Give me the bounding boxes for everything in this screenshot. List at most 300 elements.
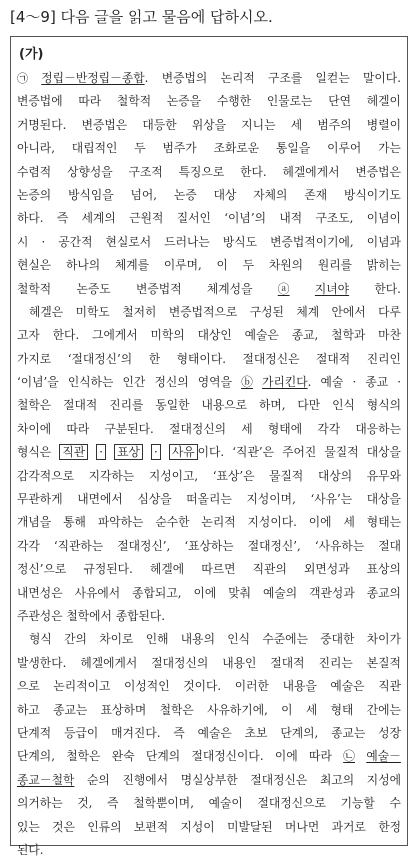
word <box>122 769 168 792</box>
text-run: . <box>144 71 149 85</box>
word <box>367 558 401 581</box>
text-run: 종교의 <box>366 585 401 600</box>
text-run: 예술은 <box>244 328 279 343</box>
word <box>17 114 66 137</box>
text-run: 통일을 <box>276 141 311 156</box>
word <box>193 582 216 605</box>
text-run: 내면성은 <box>17 585 63 600</box>
text-run: 종교 <box>365 375 389 390</box>
text-run: 절대정신으로 <box>257 796 326 811</box>
text-run: 다루 <box>378 304 401 319</box>
word <box>374 278 401 301</box>
word <box>114 441 143 464</box>
word <box>243 348 300 371</box>
text-run: 맞춰 <box>228 585 251 600</box>
text-run: 조화로운 <box>213 141 260 156</box>
passage-line <box>17 137 401 160</box>
word <box>146 745 180 768</box>
text-run: 형태이다. <box>176 351 226 366</box>
text-run: 미학도 <box>75 304 110 319</box>
passage-box <box>10 36 408 857</box>
word <box>292 324 319 347</box>
word <box>142 114 176 137</box>
word <box>92 324 138 347</box>
text-run: 철학에서 <box>66 608 112 623</box>
word <box>17 348 51 371</box>
word <box>280 722 318 745</box>
word <box>275 745 298 768</box>
text-run: 파악하는 <box>97 515 144 530</box>
word <box>111 722 160 745</box>
text-run: 진리를 <box>109 398 144 413</box>
text-run: 통해 <box>63 515 86 530</box>
word <box>160 699 194 722</box>
text-run: 구조적 <box>128 164 163 179</box>
word <box>367 465 401 488</box>
word <box>378 137 401 160</box>
text-run: 간의 <box>64 632 87 647</box>
text-run: 지성이고, <box>148 468 199 483</box>
word <box>232 441 274 464</box>
text-run: 기능할 <box>340 796 375 811</box>
word <box>262 628 308 651</box>
text-run: 논리적이고 <box>53 679 111 694</box>
text-run: 절대정신이다. <box>191 749 264 764</box>
text-run: 절대정신은 <box>250 772 308 787</box>
word <box>367 231 401 254</box>
word <box>17 184 51 207</box>
passage-line <box>17 535 401 558</box>
word <box>17 161 51 184</box>
word <box>344 184 401 207</box>
word <box>320 769 354 792</box>
text-run: 있는 <box>17 819 40 834</box>
text-run: 하나의 <box>65 258 101 273</box>
text-run: 지성에 <box>366 772 401 787</box>
text-run: 세계의 <box>81 211 116 226</box>
text-run: 철저히 <box>122 304 157 319</box>
text-run: ‘표상’은 <box>212 468 255 483</box>
text-run: 따라 <box>309 749 332 764</box>
text-run: 넘어, <box>130 187 158 202</box>
text-run: 논리적 <box>201 515 236 530</box>
underlined-phrase: 정립－반정립－종합 <box>41 71 145 85</box>
text-run: ‘사유’는 <box>310 492 353 507</box>
text-run: 상향성을 <box>67 164 113 179</box>
text-run: 논리적 <box>220 71 255 85</box>
text-run: 형식의 <box>366 398 401 413</box>
text-run: 유무와 <box>366 468 401 483</box>
text-run: 예술의 <box>262 585 298 600</box>
text-run: 헤겔이 <box>366 94 401 109</box>
text-run: 등급이 <box>64 725 99 740</box>
passage-line <box>17 418 401 441</box>
question-heading: [4～9] 다음 글을 읽고 물음에 답하시오. <box>10 8 273 26</box>
text-run: 이다. <box>197 445 225 460</box>
passage-line <box>17 67 401 90</box>
text-run: 과거로 <box>331 819 366 834</box>
text-run: 것, <box>77 796 93 811</box>
text-run: 철학은 <box>66 749 101 764</box>
word <box>78 90 101 113</box>
text-run: 가지로 <box>17 351 52 366</box>
text-run: 즉 <box>107 796 119 811</box>
word <box>201 558 235 581</box>
text-run: 범주가 <box>162 141 197 156</box>
word <box>63 394 97 417</box>
word <box>164 254 202 277</box>
text-run: 구조도, <box>315 211 354 226</box>
word <box>309 511 332 534</box>
text-run: 단계의, <box>280 725 319 740</box>
text-run: 차이로 <box>99 632 134 647</box>
text-run: 것이다. <box>183 679 222 694</box>
word <box>304 558 350 581</box>
word <box>327 137 361 160</box>
word <box>198 371 232 394</box>
word <box>67 161 113 184</box>
word <box>17 582 63 605</box>
text-run: 질서인 <box>176 211 211 226</box>
text-run: 순수한 <box>155 515 190 530</box>
text-run: 된다. <box>17 842 44 857</box>
word <box>246 488 295 511</box>
word <box>198 722 232 745</box>
passage-line <box>17 184 401 207</box>
word <box>53 699 87 722</box>
word <box>390 792 401 815</box>
boxed-phrase: · <box>96 444 106 460</box>
word <box>201 511 235 534</box>
word <box>150 558 184 581</box>
word <box>201 394 247 417</box>
passage-line <box>17 511 401 534</box>
text-run: 즉 <box>56 211 69 226</box>
text-run: 내용을 <box>282 679 317 694</box>
text-run: 그에게서 <box>92 328 138 343</box>
text-run: 방식임을 <box>68 187 114 202</box>
word <box>17 254 51 277</box>
word <box>155 511 189 534</box>
text-run: 체계성을 <box>206 281 253 296</box>
text-run: 개념을 <box>17 515 52 530</box>
text-run: ‘이념’을 <box>17 375 59 390</box>
text-run: 절대정신의 <box>169 421 227 436</box>
word <box>17 675 40 698</box>
word <box>352 371 356 394</box>
word <box>133 792 194 815</box>
word <box>367 511 401 534</box>
text-run: 지성이며, <box>246 492 296 507</box>
text-run: 물질적 <box>324 445 359 460</box>
text-run: 단계적 <box>17 725 52 740</box>
passage-line <box>17 605 401 628</box>
word <box>214 184 237 207</box>
text-run: 떠올리는 <box>186 492 232 507</box>
word <box>17 722 51 745</box>
word <box>129 161 163 184</box>
word <box>17 839 44 862</box>
text-run: 철학적 <box>116 94 152 109</box>
text-run: 한다. <box>374 281 401 296</box>
text-run: 진행에서 <box>122 772 169 787</box>
word <box>63 511 86 534</box>
text-run: 영역을 <box>197 375 232 390</box>
word <box>17 465 74 488</box>
word <box>367 207 401 230</box>
passage-line <box>17 582 401 605</box>
passage-line <box>17 254 401 277</box>
text-run: 진리인 <box>366 351 401 366</box>
word <box>227 628 250 651</box>
text-run: ㉠ <box>17 72 28 85</box>
word <box>146 628 169 651</box>
text-run: 차이가 <box>366 632 401 647</box>
text-run: 내면에서 <box>77 492 123 507</box>
text-run: 병렬이 <box>366 117 401 132</box>
passage-line <box>17 675 401 698</box>
word <box>259 394 286 417</box>
text-run: 헤겔은 <box>29 304 64 319</box>
word <box>245 722 268 745</box>
word <box>281 699 292 722</box>
word <box>217 254 228 277</box>
word <box>283 675 317 698</box>
word <box>248 511 297 534</box>
boxed-phrase: 직관 <box>59 444 88 460</box>
word <box>267 90 313 113</box>
word <box>330 675 364 698</box>
text-run: 이념과 <box>366 234 401 249</box>
text-run: 표상의 <box>366 562 401 577</box>
word <box>101 699 147 722</box>
word <box>365 371 388 394</box>
text-run: 초보 <box>244 725 268 740</box>
word <box>268 67 302 90</box>
word <box>316 348 350 371</box>
text-run: ‘사유하는 <box>314 538 365 553</box>
word <box>214 137 260 160</box>
text-run: 철학은 <box>17 398 52 413</box>
text-run: 수렴적 <box>17 164 52 179</box>
word <box>106 231 152 254</box>
word <box>245 324 279 347</box>
text-run: 두 <box>242 258 255 273</box>
word <box>169 301 237 324</box>
word <box>117 90 151 113</box>
word <box>174 184 197 207</box>
text-run: 절대정신’, <box>247 538 301 553</box>
text-run: 동일한 <box>155 398 190 413</box>
text-run: 사유에서 <box>74 585 121 600</box>
text-run: 내용으로 <box>201 398 248 413</box>
text-run: 변증법은 <box>81 117 128 132</box>
text-run: 변증법에 <box>17 94 63 109</box>
text-run: 논증을 <box>166 94 202 109</box>
word <box>116 605 165 628</box>
text-run: 형식은 <box>17 445 52 460</box>
underlined-phrase: ⓐ <box>277 281 290 296</box>
text-run: 형태는 <box>366 515 401 530</box>
word <box>96 441 106 464</box>
word <box>115 254 149 277</box>
text-run: 차원의 <box>268 258 304 273</box>
word <box>331 699 354 722</box>
text-run: 체계 <box>296 304 320 319</box>
word <box>270 231 354 254</box>
word <box>109 394 143 417</box>
word <box>250 769 307 792</box>
text-run: 이 <box>216 258 228 273</box>
text-run: 범주의 <box>317 117 352 132</box>
text-run: ‘직관하는 <box>53 538 104 553</box>
word <box>315 207 353 230</box>
passage-line <box>17 465 401 488</box>
text-run: 헤겔에게서 <box>80 655 138 670</box>
word <box>309 582 355 605</box>
text-run: 종교는 <box>331 725 366 740</box>
text-run: 절대정신’, <box>117 538 171 553</box>
passage-line <box>17 441 401 464</box>
text-run: 변증법적이기에, <box>270 234 354 249</box>
text-run: 절대적 <box>316 351 351 366</box>
word <box>282 441 316 464</box>
word <box>343 511 354 534</box>
word <box>285 816 319 839</box>
word <box>169 418 226 441</box>
text-run: 절대적 <box>270 655 305 670</box>
word <box>192 114 226 137</box>
text-run: 논증도 <box>76 281 111 296</box>
text-run: 이에 <box>193 585 217 600</box>
text-run: · <box>397 375 401 390</box>
word <box>367 348 401 371</box>
word <box>173 722 184 745</box>
text-run: 대상 <box>213 187 237 202</box>
word <box>17 511 51 534</box>
text-run: 이루며, <box>163 258 202 273</box>
text-run: 자체의 <box>253 187 288 202</box>
word <box>17 652 66 675</box>
text-run: 변증법적 <box>136 281 182 296</box>
word <box>253 558 287 581</box>
word <box>149 465 198 488</box>
word <box>318 465 352 488</box>
word <box>129 207 163 230</box>
text-run: 종합된다. <box>115 608 166 623</box>
text-run: 명실상부한 <box>180 772 238 787</box>
word <box>41 231 45 254</box>
text-run: 미발달된 <box>227 819 273 834</box>
word <box>378 535 401 558</box>
word <box>306 699 317 722</box>
word <box>136 278 182 301</box>
word <box>227 816 273 839</box>
text-run: 인물로는 <box>266 94 313 109</box>
word <box>241 371 253 394</box>
word <box>191 745 263 768</box>
text-run: 철학뿐이며, <box>133 796 194 811</box>
word <box>72 137 118 160</box>
word <box>76 301 110 324</box>
text-run: 변증법적으로 <box>168 304 238 319</box>
text-run: ‘직관’은 <box>232 445 274 460</box>
text-run: 지각하는 <box>88 468 135 483</box>
text-run: 형식 <box>29 632 52 647</box>
text-run: 심상을 <box>137 492 172 507</box>
text-run: 논증의 <box>17 187 52 202</box>
word <box>209 792 243 815</box>
word <box>355 161 401 184</box>
text-run: 예술 <box>320 375 344 390</box>
word <box>82 207 116 230</box>
passage-line <box>17 722 401 745</box>
word <box>41 67 148 90</box>
section-label: (가) <box>19 47 44 62</box>
text-run: 이루어 <box>327 141 362 156</box>
text-run: 지성이 <box>180 819 215 834</box>
word <box>248 535 301 558</box>
word <box>134 137 145 160</box>
word <box>17 418 51 441</box>
word <box>66 605 112 628</box>
boxed-phrase: 사유 <box>169 444 198 460</box>
text-run: 방식이기도 <box>343 187 401 202</box>
text-run: 주관성은 <box>17 608 63 623</box>
word <box>250 301 284 324</box>
text-run: 체계를 <box>114 258 150 273</box>
word <box>184 535 233 558</box>
text-run: 대등한 <box>142 117 177 132</box>
word <box>163 137 197 160</box>
text-run: 대상인 <box>197 328 232 343</box>
passage-line <box>17 161 401 184</box>
word <box>151 441 161 464</box>
underlined-phrase: 지녀야 <box>314 281 350 296</box>
word <box>17 488 63 511</box>
word <box>367 488 401 511</box>
word <box>83 558 132 581</box>
text-run: 대상을 <box>366 445 401 460</box>
text-run: 하다. <box>17 211 44 226</box>
passage-line <box>17 114 401 137</box>
passage-line <box>17 207 401 230</box>
word <box>297 394 320 417</box>
text-run: 헤겔에게서 <box>282 164 340 179</box>
text-run: 말이다. <box>363 71 401 85</box>
word <box>87 769 110 792</box>
word <box>332 816 366 839</box>
word <box>58 231 92 254</box>
text-run: 다만 <box>297 398 321 413</box>
word <box>77 792 92 815</box>
word <box>169 441 224 464</box>
text-run: 표상하며 <box>100 702 147 717</box>
text-run: 구분된다. <box>104 421 154 436</box>
passage-line <box>17 90 401 113</box>
word <box>278 278 290 301</box>
text-run: 방식도 <box>222 234 258 249</box>
word <box>343 745 355 768</box>
word <box>87 816 121 839</box>
word <box>17 441 51 464</box>
text-run: 구성된 <box>249 304 284 319</box>
word <box>397 371 401 394</box>
word <box>320 628 354 651</box>
text-run: 존재 <box>304 187 328 202</box>
underlined-phrase: 예술－ <box>366 749 401 764</box>
word <box>64 628 87 651</box>
